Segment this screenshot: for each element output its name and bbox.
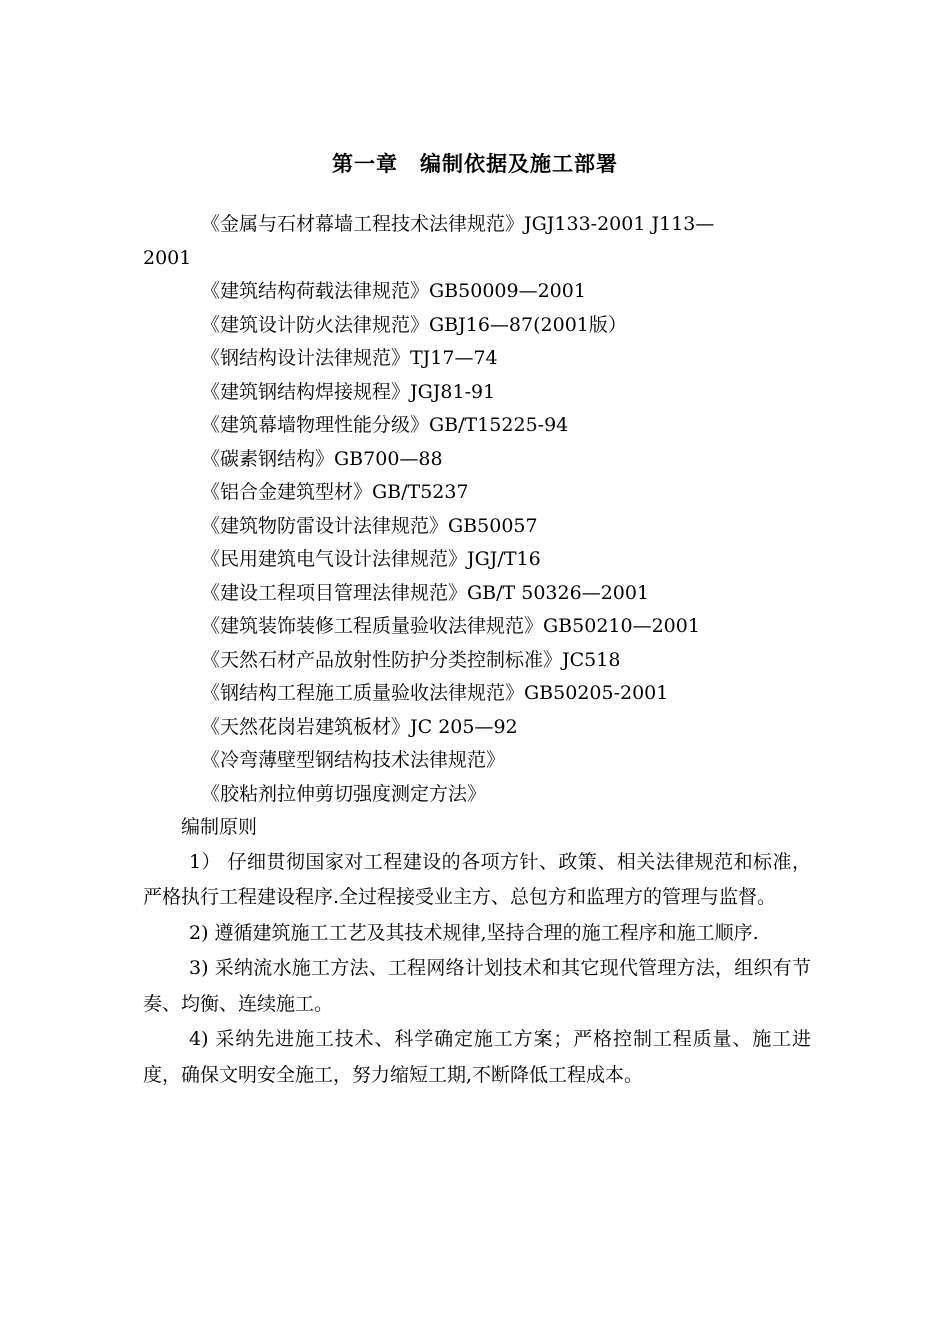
reference-item: 《冷弯薄壁型钢结构技术法律规范》 <box>201 749 506 771</box>
principle-paragraph: 3) 采纳流水施工方法、工程网络计划技术和其它现代管理方法，组织有节奏、均衡、连续施工。 <box>143 957 811 1015</box>
reference-item: 《天然石材产品放射性防护分类控制标准》JC518 <box>201 648 621 671</box>
principles-heading: 编制原则 <box>181 816 258 838</box>
reference-item: 《钢结构设计法律规范》TJ17—74 <box>201 347 498 369</box>
reference-item: 《建筑幕墙物理性能分级》GB/T15225-94 <box>201 414 569 436</box>
reference-item: 《天然花岗岩建筑板材》JC 205—92 <box>201 715 518 738</box>
chapter-number: 第一章 <box>332 152 398 176</box>
reference-first-continuation: 2001 <box>143 246 192 269</box>
reference-item: 《建筑设计防火法律规范》GBJ16—87(2001版） <box>201 313 627 336</box>
reference-item: 《建设工程项目管理法律规范》GB/T 50326—2001 <box>201 581 650 604</box>
reference-first-line: 《金属与石材幕墙工程技术法律规范》JGJ133-2001 J113— <box>201 213 715 235</box>
reference-item: 《建筑物防雷设计法律规范》GB50057 <box>201 514 538 537</box>
reference-item: 《碳素钢结构》GB700—88 <box>201 447 443 470</box>
chapter-title <box>0 148 950 178</box>
reference-item <box>143 208 811 275</box>
principle-paragraph: 4) 采纳先进施工技术、科学确定施工方案；严格控制工程质量、施工进度，确保文明安全施工，努力缩短工期,不断降低工程成本。 <box>143 1028 811 1086</box>
reference-item: 《民用建筑电气设计法律规范》JGJ/T16 <box>201 548 541 570</box>
reference-item: 《胶粘剂拉伸剪切强度测定方法》 <box>201 782 487 805</box>
principle-paragraph: 2) 遵循建筑施工工艺及其技术规律,坚持合理的施工程序和施工顺序. <box>189 921 759 944</box>
reference-item: 《建筑结构荷载法律规范》GB50009—2001 <box>201 280 586 302</box>
reference-item: 《铝合金建筑型材》GB/T5237 <box>201 481 469 503</box>
principle-paragraph: 1） 仔细贯彻国家对工程建设的各项方针、政策、相关法律规范和标准，严格执行工程建设程序.全过程接受业主方、总包方和监理方的管理与监督。 <box>143 850 811 908</box>
reference-item: 《建筑装饰装修工程质量验收法律规范》GB50210—2001 <box>201 615 700 637</box>
reference-item: 《建筑钢结构焊接规程》JGJ81-91 <box>201 380 496 403</box>
reference-item: 《钢结构工程施工质量验收法律规范》GB50205-2001 <box>201 682 669 704</box>
chapter-name: 编制依据及施工部署 <box>420 152 618 176</box>
document-body <box>143 208 811 1093</box>
